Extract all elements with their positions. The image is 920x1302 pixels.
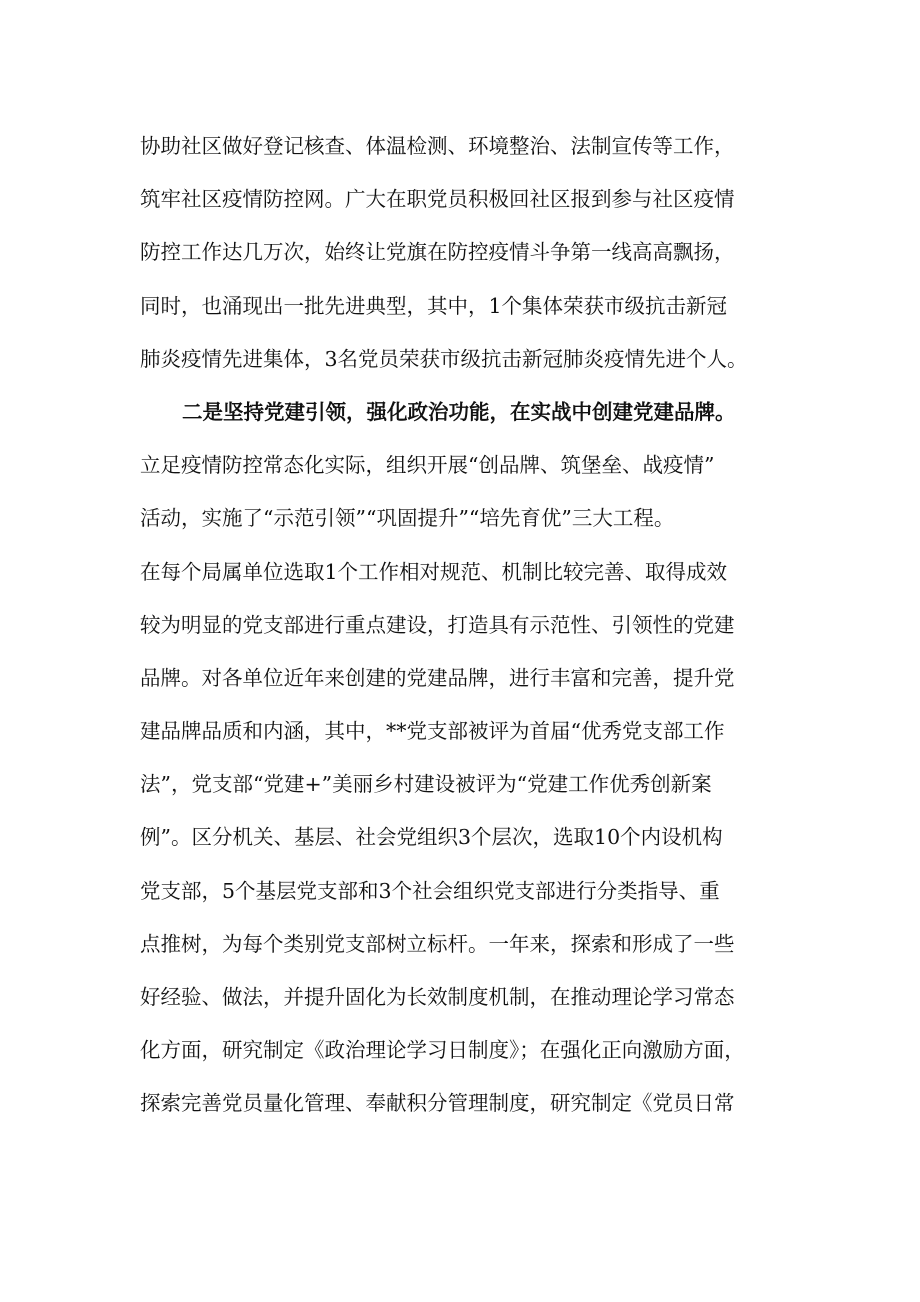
text-line: 建品牌品质和内涵，其中，**党支部被评为首届“优秀党支部工作 (140, 719, 725, 744)
text-line: 党支部，5个基层党支部和3个社会组织党支部进行分类指导、重 (140, 878, 720, 903)
text-line: 例”。区分机关、基层、社会党组织3个层次，选取10个内设机构 (140, 825, 723, 850)
text-line: 立足疫情防控常态化实际，组织开展“创品牌、筑堡垒、战疫情” (140, 453, 715, 478)
text-line: 化方面，研究制定《政治理论学习日制度》；在强化正向激励方面， (140, 1038, 745, 1063)
text-line: 较为明显的党支部进行重点建设，打造具有示范性、引领性的党建 (140, 612, 735, 637)
text-line: 好经验、做法，并提升固化为长效制度机制，在推动理论学习常态 (140, 985, 735, 1009)
text-line: 防控工作达几万次，始终让党旗在防控疫情斗争第一线高高飘扬， (140, 240, 735, 265)
section-heading: 二是坚持党建引领，强化政治功能，在实战中创建党建品牌。 (182, 399, 736, 424)
text-line: 同时，也涌现出一批先进典型，其中，1个集体荣获市级抗击新冠 (140, 293, 728, 318)
text-line: 探索完善党员量化管理、奉献积分管理制度，研究制定《党员日常 (140, 1091, 735, 1116)
text-line: 肺炎疫情先进集体，3名党员荣获市级抗击新冠肺炎疫情先进个人。 (140, 346, 748, 371)
text-line: 法”，党支部“党建+”美丽乡村建设被评为“党建工作优秀创新案 (140, 772, 712, 797)
text-line: 活动，实施了“示范引领”“巩固提升”“培先育优”三大工程。 (140, 506, 675, 531)
text-line: 在每个局属单位选取1个工作相对规范、机制比较完善、取得成效 (140, 559, 728, 584)
text-line: 筑牢社区疫情防控网。广大在职党员积极回社区报到参与社区疫情 (140, 187, 735, 212)
text-line: 点推树，为每个类别党支部树立标杆。一年来，探索和形成了一些 (140, 931, 735, 956)
text-line: 协助社区做好登记核查、体温检测、环境整治、法制宣传等工作， (140, 134, 735, 158)
body-text (140, 120, 820, 1131)
text-line: 品牌。对各单位近年来创建的党建品牌，进行丰富和完善，提升党 (140, 665, 735, 690)
